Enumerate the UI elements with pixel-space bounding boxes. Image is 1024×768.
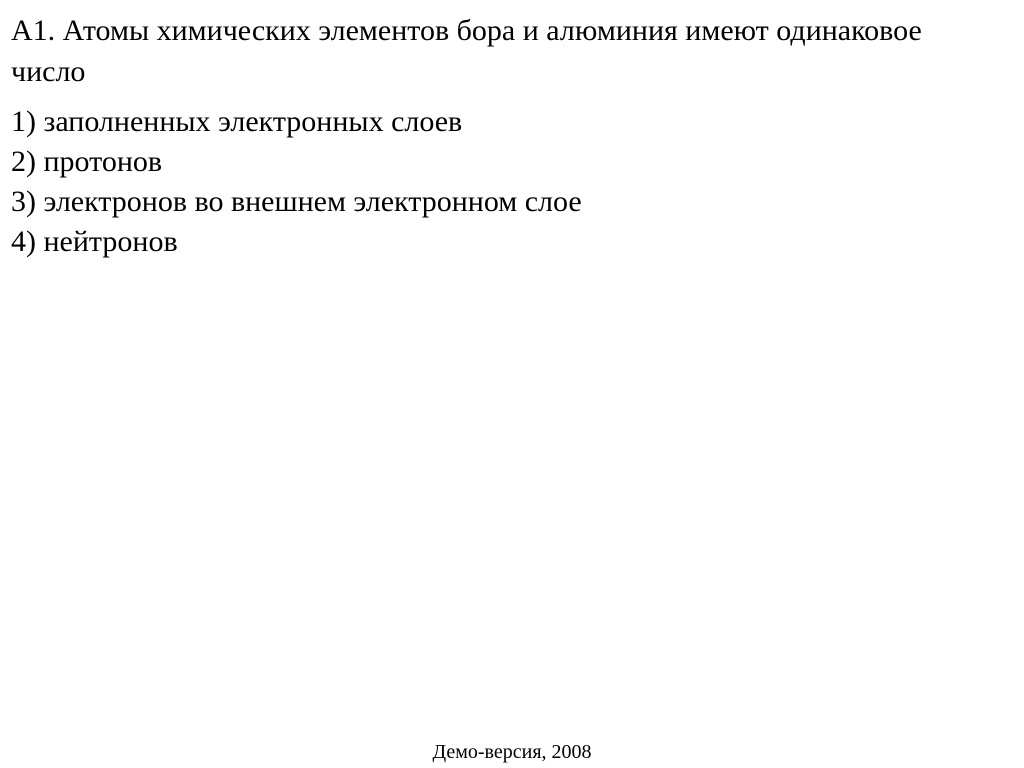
question-text: А1. Атомы химических элементов бора и алюминия имеют одинаковое число [11, 14, 922, 88]
answer-option-4: 4) нейтронов [11, 225, 178, 258]
footer-caption: Демо-версия, 2008 [432, 741, 592, 763]
answer-option-3: 3) электронов во внешнем электронном слое [11, 185, 582, 218]
answer-options-list [11, 102, 1001, 262]
answer-option-1: 1) заполненных электронных слоев [11, 105, 463, 138]
answer-option-2: 2) протонов [11, 145, 163, 178]
